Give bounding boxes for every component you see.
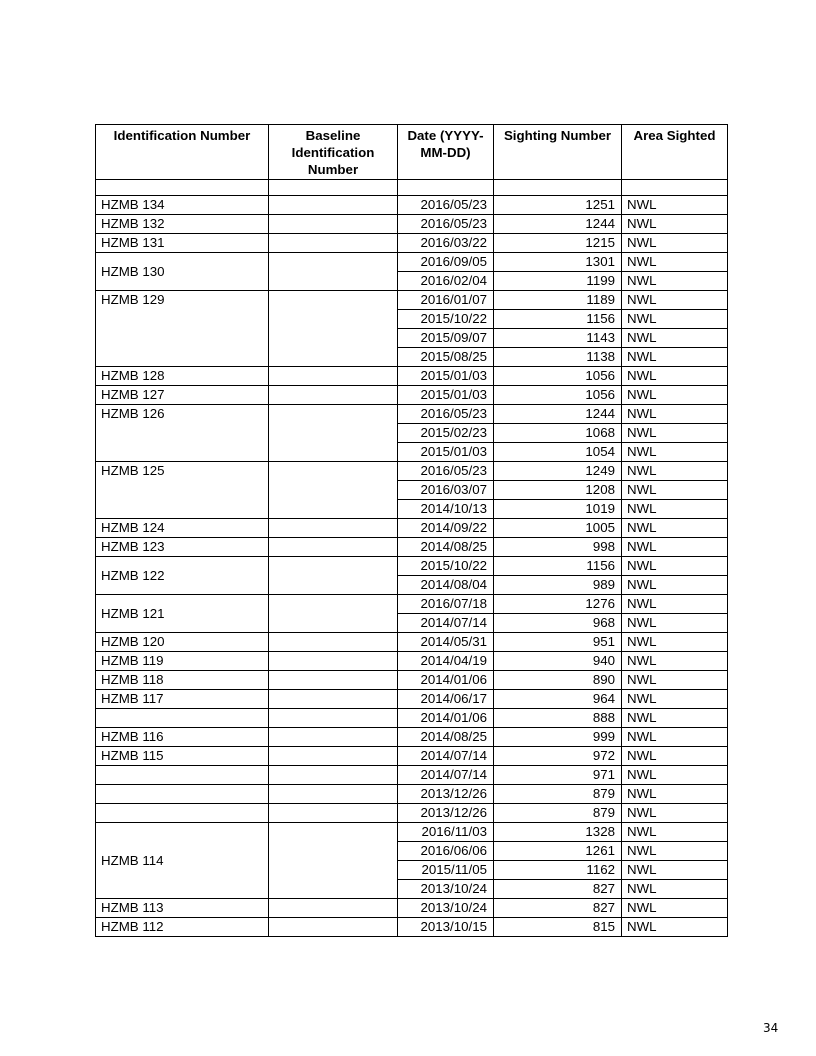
identification-number-cell: HZMB 121: [96, 595, 269, 633]
table-row: [96, 652, 728, 671]
area-sighted-cell: NWL: [622, 633, 728, 652]
area-sighted-cell: NWL: [622, 253, 728, 272]
area-sighted-cell: NWL: [622, 766, 728, 785]
baseline-identification-cell: [269, 671, 398, 690]
area-sighted-cell: NWL: [622, 747, 728, 766]
table-row: [96, 899, 728, 918]
table-body: [96, 180, 728, 937]
sighting-number-cell: 1251: [494, 196, 622, 215]
sighting-number-cell: 989: [494, 576, 622, 595]
table-row: [96, 709, 728, 728]
baseline-identification-cell: [269, 766, 398, 785]
sighting-number-cell: 1162: [494, 861, 622, 880]
baseline-identification-cell: [269, 899, 398, 918]
area-sighted-cell: NWL: [622, 519, 728, 538]
header-sighting-number: Sighting Number: [494, 125, 622, 180]
table-row: [96, 557, 728, 576]
area-sighted-cell: NWL: [622, 215, 728, 234]
date-cell: 2014/10/13: [398, 500, 494, 519]
area-sighted-cell: NWL: [622, 899, 728, 918]
baseline-identification-cell: [269, 747, 398, 766]
date-cell: 2016/05/23: [398, 405, 494, 424]
area-sighted-cell: NWL: [622, 272, 728, 291]
area-sighted-cell: NWL: [622, 386, 728, 405]
date-cell: 2016/05/23: [398, 462, 494, 481]
table-row: [96, 728, 728, 747]
sighting-number-cell: 1005: [494, 519, 622, 538]
identification-number-cell: HZMB 113: [96, 899, 269, 918]
header-date: Date (YYYY-MM-DD): [398, 125, 494, 180]
table-row: [96, 671, 728, 690]
blank-cell: [96, 180, 269, 196]
area-sighted-cell: NWL: [622, 405, 728, 424]
area-sighted-cell: NWL: [622, 842, 728, 861]
area-sighted-cell: NWL: [622, 880, 728, 899]
table-row: [96, 234, 728, 253]
identification-number-cell: HZMB 134: [96, 196, 269, 215]
identification-number-cell: [96, 709, 269, 728]
table-row: [96, 595, 728, 614]
area-sighted-cell: NWL: [622, 557, 728, 576]
sighting-number-cell: 879: [494, 804, 622, 823]
date-cell: 2014/01/06: [398, 671, 494, 690]
date-cell: 2016/11/03: [398, 823, 494, 842]
identification-number-cell: [96, 804, 269, 823]
date-cell: 2014/08/25: [398, 538, 494, 557]
area-sighted-cell: NWL: [622, 424, 728, 443]
identification-number-cell: HZMB 114: [96, 823, 269, 899]
date-cell: 2016/03/22: [398, 234, 494, 253]
area-sighted-cell: NWL: [622, 196, 728, 215]
baseline-identification-cell: [269, 519, 398, 538]
date-cell: 2016/01/07: [398, 291, 494, 310]
identification-number-cell: [96, 785, 269, 804]
blank-row: [96, 180, 728, 196]
area-sighted-cell: NWL: [622, 823, 728, 842]
area-sighted-cell: NWL: [622, 595, 728, 614]
area-sighted-cell: NWL: [622, 481, 728, 500]
date-cell: 2014/01/06: [398, 709, 494, 728]
baseline-identification-cell: [269, 291, 398, 367]
area-sighted-cell: NWL: [622, 861, 728, 880]
date-cell: 2016/05/23: [398, 196, 494, 215]
date-cell: 2014/07/14: [398, 614, 494, 633]
table-row: [96, 918, 728, 937]
identification-number-cell: [96, 766, 269, 785]
area-sighted-cell: NWL: [622, 785, 728, 804]
baseline-identification-cell: [269, 804, 398, 823]
date-cell: 2016/02/04: [398, 272, 494, 291]
date-cell: 2014/08/25: [398, 728, 494, 747]
identification-number-cell: HZMB 112: [96, 918, 269, 937]
sighting-number-cell: 1056: [494, 386, 622, 405]
table-row: [96, 367, 728, 386]
area-sighted-cell: NWL: [622, 576, 728, 595]
sighting-number-cell: 964: [494, 690, 622, 709]
blank-cell: [269, 180, 398, 196]
table-row: [96, 747, 728, 766]
baseline-identification-cell: [269, 405, 398, 462]
area-sighted-cell: NWL: [622, 443, 728, 462]
area-sighted-cell: NWL: [622, 652, 728, 671]
sighting-number-cell: 1054: [494, 443, 622, 462]
date-cell: 2014/07/14: [398, 766, 494, 785]
identification-number-cell: HZMB 131: [96, 234, 269, 253]
table-row: [96, 215, 728, 234]
baseline-identification-cell: [269, 690, 398, 709]
date-cell: 2014/08/04: [398, 576, 494, 595]
area-sighted-cell: NWL: [622, 234, 728, 253]
table-row: [96, 633, 728, 652]
date-cell: 2013/10/15: [398, 918, 494, 937]
sighting-number-cell: 1244: [494, 405, 622, 424]
sighting-number-cell: 1208: [494, 481, 622, 500]
identification-number-cell: HZMB 127: [96, 386, 269, 405]
identification-number-cell: HZMB 123: [96, 538, 269, 557]
table-row: [96, 253, 728, 272]
baseline-identification-cell: [269, 234, 398, 253]
baseline-identification-cell: [269, 728, 398, 747]
date-cell: 2015/11/05: [398, 861, 494, 880]
date-cell: 2015/02/23: [398, 424, 494, 443]
area-sighted-cell: NWL: [622, 500, 728, 519]
sighting-number-cell: 1019: [494, 500, 622, 519]
blank-cell: [398, 180, 494, 196]
table-row: [96, 196, 728, 215]
area-sighted-cell: NWL: [622, 367, 728, 386]
sighting-number-cell: 1068: [494, 424, 622, 443]
baseline-identification-cell: [269, 538, 398, 557]
sighting-number-cell: 1328: [494, 823, 622, 842]
sighting-number-cell: 1261: [494, 842, 622, 861]
sighting-number-cell: 1143: [494, 329, 622, 348]
table-row: [96, 405, 728, 424]
date-cell: 2013/12/26: [398, 785, 494, 804]
date-cell: 2014/09/22: [398, 519, 494, 538]
sighting-number-cell: 827: [494, 899, 622, 918]
date-cell: 2014/05/31: [398, 633, 494, 652]
baseline-identification-cell: [269, 462, 398, 519]
area-sighted-cell: NWL: [622, 348, 728, 367]
area-sighted-cell: NWL: [622, 709, 728, 728]
date-cell: 2015/01/03: [398, 367, 494, 386]
sighting-number-cell: 1156: [494, 310, 622, 329]
table-row: [96, 462, 728, 481]
baseline-identification-cell: [269, 557, 398, 595]
table-row: [96, 690, 728, 709]
baseline-identification-cell: [269, 709, 398, 728]
baseline-identification-cell: [269, 215, 398, 234]
identification-number-cell: HZMB 120: [96, 633, 269, 652]
table-row: [96, 823, 728, 842]
date-cell: 2014/04/19: [398, 652, 494, 671]
area-sighted-cell: NWL: [622, 310, 728, 329]
sighting-table: [95, 124, 728, 937]
identification-number-cell: HZMB 129: [96, 291, 269, 367]
area-sighted-cell: NWL: [622, 538, 728, 557]
date-cell: 2013/12/26: [398, 804, 494, 823]
sighting-number-cell: 888: [494, 709, 622, 728]
date-cell: 2015/09/07: [398, 329, 494, 348]
sighting-number-cell: 940: [494, 652, 622, 671]
date-cell: 2014/07/14: [398, 747, 494, 766]
area-sighted-cell: NWL: [622, 291, 728, 310]
identification-number-cell: HZMB 115: [96, 747, 269, 766]
area-sighted-cell: NWL: [622, 462, 728, 481]
header-area-sighted: Area Sighted: [622, 125, 728, 180]
sighting-number-cell: 1249: [494, 462, 622, 481]
header-baseline-identification-number: Baseline Identification Number: [269, 125, 398, 180]
identification-number-cell: HZMB 117: [96, 690, 269, 709]
sighting-number-cell: 1301: [494, 253, 622, 272]
date-cell: 2015/01/03: [398, 386, 494, 405]
sighting-number-cell: 890: [494, 671, 622, 690]
page-number: 34: [763, 1021, 779, 1035]
table-row: [96, 785, 728, 804]
sighting-number-cell: 1215: [494, 234, 622, 253]
sighting-number-cell: 1138: [494, 348, 622, 367]
baseline-identification-cell: [269, 386, 398, 405]
sighting-number-cell: 1199: [494, 272, 622, 291]
sighting-number-cell: 971: [494, 766, 622, 785]
baseline-identification-cell: [269, 918, 398, 937]
baseline-identification-cell: [269, 196, 398, 215]
identification-number-cell: HZMB 122: [96, 557, 269, 595]
date-cell: 2015/10/22: [398, 310, 494, 329]
identification-number-cell: HZMB 124: [96, 519, 269, 538]
date-cell: 2016/05/23: [398, 215, 494, 234]
area-sighted-cell: NWL: [622, 804, 728, 823]
identification-number-cell: HZMB 116: [96, 728, 269, 747]
table-row: [96, 766, 728, 785]
area-sighted-cell: NWL: [622, 329, 728, 348]
table-row: [96, 386, 728, 405]
sighting-number-cell: 951: [494, 633, 622, 652]
sighting-number-cell: 1244: [494, 215, 622, 234]
date-cell: 2015/10/22: [398, 557, 494, 576]
area-sighted-cell: NWL: [622, 690, 728, 709]
table-row: [96, 538, 728, 557]
baseline-identification-cell: [269, 823, 398, 899]
table-row: [96, 291, 728, 310]
header-identification-number: Identification Number: [96, 125, 269, 180]
sighting-number-cell: 1056: [494, 367, 622, 386]
identification-number-cell: HZMB 125: [96, 462, 269, 519]
date-cell: 2016/07/18: [398, 595, 494, 614]
baseline-identification-cell: [269, 652, 398, 671]
table-row: [96, 804, 728, 823]
date-cell: 2016/09/05: [398, 253, 494, 272]
date-cell: 2015/08/25: [398, 348, 494, 367]
area-sighted-cell: NWL: [622, 728, 728, 747]
sighting-number-cell: 1276: [494, 595, 622, 614]
blank-cell: [494, 180, 622, 196]
date-cell: 2015/01/03: [398, 443, 494, 462]
sighting-number-cell: 1189: [494, 291, 622, 310]
sighting-number-cell: 879: [494, 785, 622, 804]
identification-number-cell: HZMB 132: [96, 215, 269, 234]
date-cell: 2013/10/24: [398, 899, 494, 918]
blank-cell: [622, 180, 728, 196]
table-row: [96, 519, 728, 538]
header-row: [96, 125, 728, 180]
identification-number-cell: HZMB 130: [96, 253, 269, 291]
baseline-identification-cell: [269, 595, 398, 633]
area-sighted-cell: NWL: [622, 671, 728, 690]
sighting-number-cell: 998: [494, 538, 622, 557]
identification-number-cell: HZMB 128: [96, 367, 269, 386]
sighting-number-cell: 972: [494, 747, 622, 766]
sighting-number-cell: 827: [494, 880, 622, 899]
sighting-number-cell: 968: [494, 614, 622, 633]
date-cell: 2016/06/06: [398, 842, 494, 861]
area-sighted-cell: NWL: [622, 614, 728, 633]
baseline-identification-cell: [269, 633, 398, 652]
identification-number-cell: HZMB 119: [96, 652, 269, 671]
date-cell: 2014/06/17: [398, 690, 494, 709]
sighting-number-cell: 999: [494, 728, 622, 747]
area-sighted-cell: NWL: [622, 918, 728, 937]
date-cell: 2016/03/07: [398, 481, 494, 500]
baseline-identification-cell: [269, 367, 398, 386]
sighting-number-cell: 815: [494, 918, 622, 937]
date-cell: 2013/10/24: [398, 880, 494, 899]
baseline-identification-cell: [269, 253, 398, 291]
baseline-identification-cell: [269, 785, 398, 804]
sighting-number-cell: 1156: [494, 557, 622, 576]
identification-number-cell: HZMB 126: [96, 405, 269, 462]
identification-number-cell: HZMB 118: [96, 671, 269, 690]
